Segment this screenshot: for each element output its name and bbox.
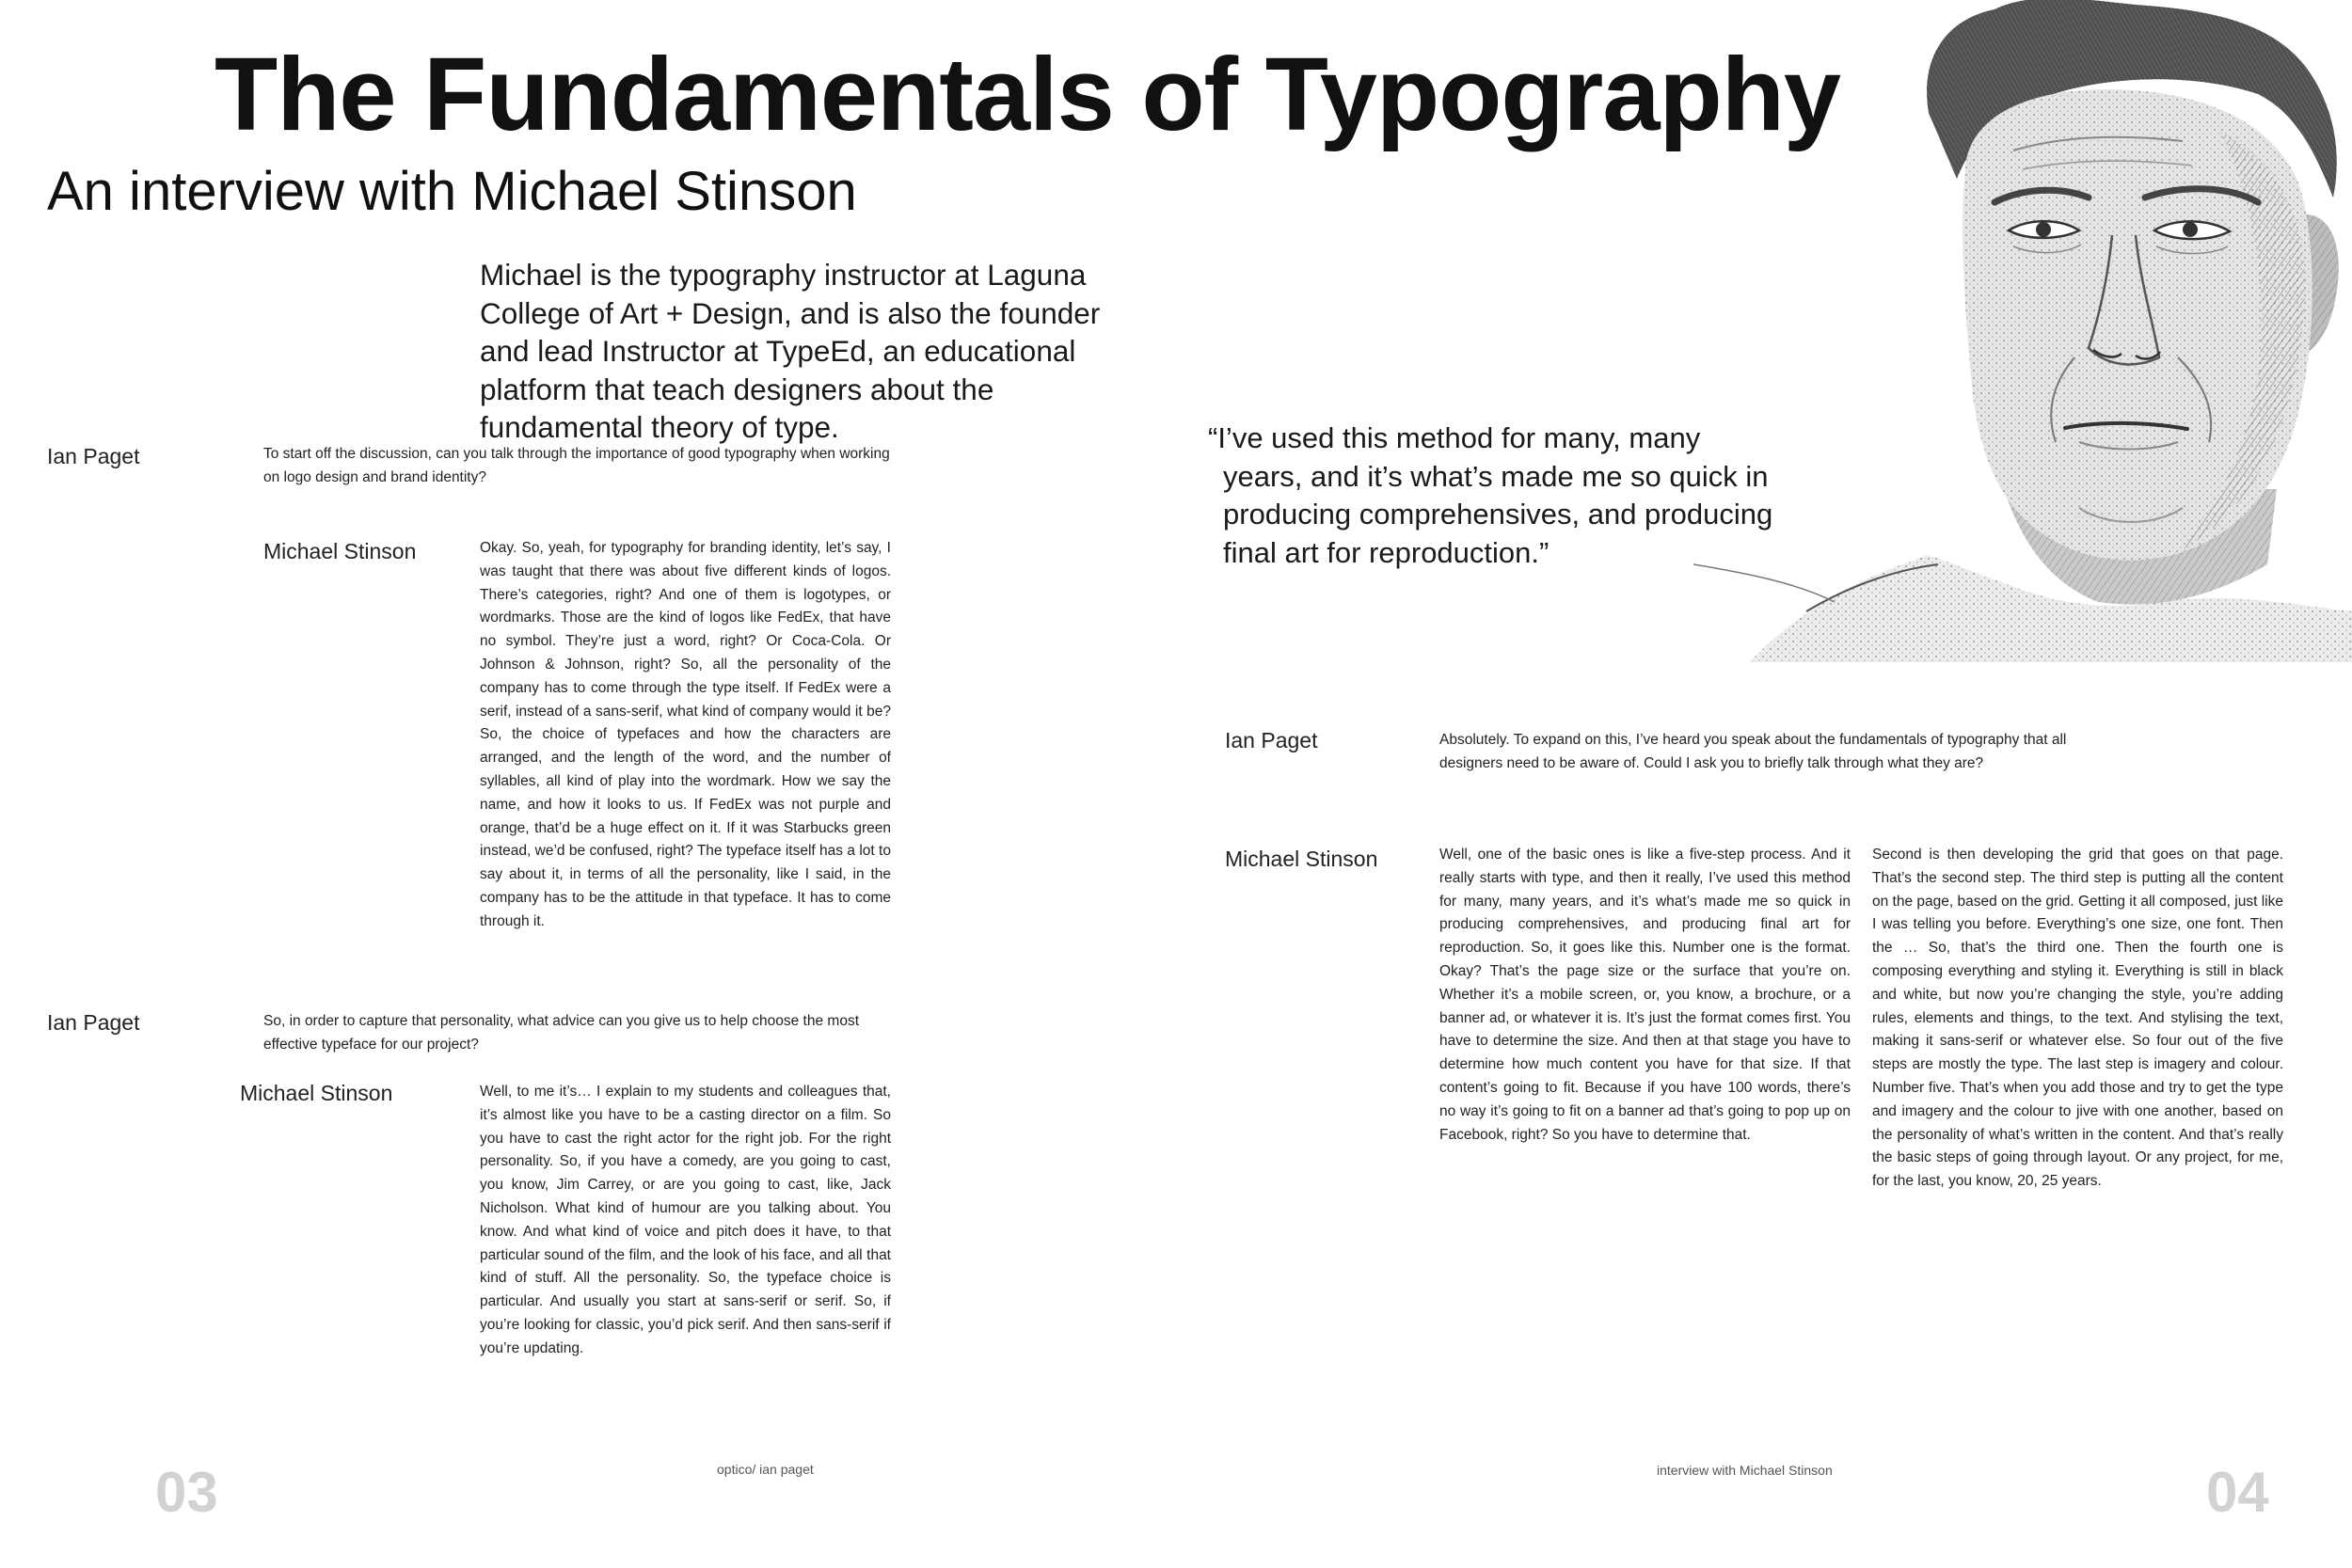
- speaker-label: Michael Stinson: [240, 1081, 393, 1105]
- page-title: The Fundamentals of Typography: [215, 37, 1841, 152]
- pull-quote: [1208, 420, 1829, 572]
- pull-quote-line: final art for reproduction.”: [1223, 535, 1549, 569]
- page-number: 03: [155, 1461, 218, 1524]
- speaker-label: Michael Stinson: [263, 539, 417, 563]
- answer-text: Okay. So, yeah, for typography for branding identity, let’s say, I was taught that there was about five different kinds of logos. There’s categories, right? And one of them is logotypes, or wordmarks. Those are the kind of logos like FedEx, that have no symbol. They’re just a word, right? Or Coca-Cola. Or Johnson & Johnson, right? So, all the personality of the company has to come through the type itself. If FedEx were a serif, instead of a sans-serif, what kind of company would it be? So, the choice of typefaces and how the characters are arranged, and the length of the word, and the number of syllables, all kind of play into the wordmark. How we say the name, and how it looks to us. If FedEx was not purple and orange, that’d be a huge effect on it. If it was Starbucks green instead, we’d be confused, right? The typeface itself has a lot to say about it, in terms of all the personality, like I said, in the company has to be the attitude in that typeface. It has to come through it.: [480, 540, 891, 929]
- page-subtitle: An interview with Michael Stinson: [47, 161, 857, 222]
- answer-column-2: Second is then developing the grid that goes on that page. That’s the second step. The third step is putting all the content on the page, based on the grid. Getting it all composed, just like I was telling you before. Everything’s one size, one font. Then the … So, that’s the third one. Then the fourth one is composing everything and styling it. Everything is still in black and white, but now you’re changing the style, you’re adding rules, elements and things, to the text. And stylising the text, making it sans-serif or whatever else. So four out of the five steps are mostly the type. The last step is imagery and colour. Number five. That’s when you add those and try to get the type and imagery and the colour to jive with one another, based on the personality of what’s written in the content. And that’s really the basic steps of going through layout. Or any project, for me, for the last, you know, 20, 25 years.: [1872, 847, 2283, 1190]
- answer-column-1: Well, one of the basic ones is like a five-step process. And it really starts with type, and then it really, I’ve used this method for many, many years, and it’s what’s made me so quick in producing comprehensives, and producing final art for reproduction. So, it goes like this. Number one is the format. Okay? That’s the page size or the surface that you’re on. Whether it’s a mobile screen, or, you know, a brochure, or a banner ad, or whatever it is. It’s just the format comes first. You have to determine the size. And then at that stage you have to determine how much content you have for that size. If that content’s going to fit. Because if you have 100 words, there’s no way it’s going to fit on a banner ad that’s going to pop up on Facebook, right? So you have to determine that.: [1439, 847, 1851, 1143]
- answer-text: Well, to me it’s… I explain to my students and colleagues that, it’s almost like you have to be a casting director on a film. So you have to cast the right actor for the right job. For the right personality. So, if you have a comedy, are you going to cast, you know, Jim Carrey, or are you going to cast, like, Jack Nicholson. What kind of humour are you talking about. You know. And what kind of voice and pitch does it have, to that particular sound of the film, and the look of his face, and all that kind of stuff. All the personality. So, the typeface choice is particular. And usually you start at sans-serif or serif. So, if you’re looking for classic, you’d pick serif. And then sans-serif if you’re updating.: [480, 1084, 891, 1356]
- intro-paragraph: Michael is the typography instructor at Laguna College of Art + Design, and is also the founder and lead Instructor at TypeEd, an educational platform that teach designers about the fundamental theory of type.: [480, 258, 1101, 444]
- question-text: Absolutely. To expand on this, I’ve heard you speak about the fundamentals of typography that all designers need to be aware of. Could I ask you to briefly talk through what they are?: [1439, 732, 2067, 771]
- speaker-label: Ian Paget: [47, 1010, 140, 1035]
- pull-quote-line: “I’ve used this method for many, many: [1208, 421, 1701, 454]
- speaker-label: Michael Stinson: [1225, 847, 1378, 871]
- pull-quote-line: producing comprehensives, and producing: [1223, 498, 1773, 531]
- footer-label: optico/ ian paget: [717, 1462, 814, 1477]
- question-text: So, in order to capture that personality, what advice can you give us to help choose the most effective typeface for our project?: [263, 1013, 859, 1053]
- speaker-label: Ian Paget: [47, 444, 140, 468]
- speaker-label: Ian Paget: [1225, 728, 1318, 752]
- question-text: To start off the discussion, can you talk through the importance of good typography when working on logo design and brand identity?: [263, 446, 890, 485]
- footer-label: interview with Michael Stinson: [1657, 1463, 1833, 1478]
- pull-quote-line: years, and it’s what’s made me so quick in: [1223, 459, 1769, 493]
- page-number: 04: [2206, 1461, 2269, 1524]
